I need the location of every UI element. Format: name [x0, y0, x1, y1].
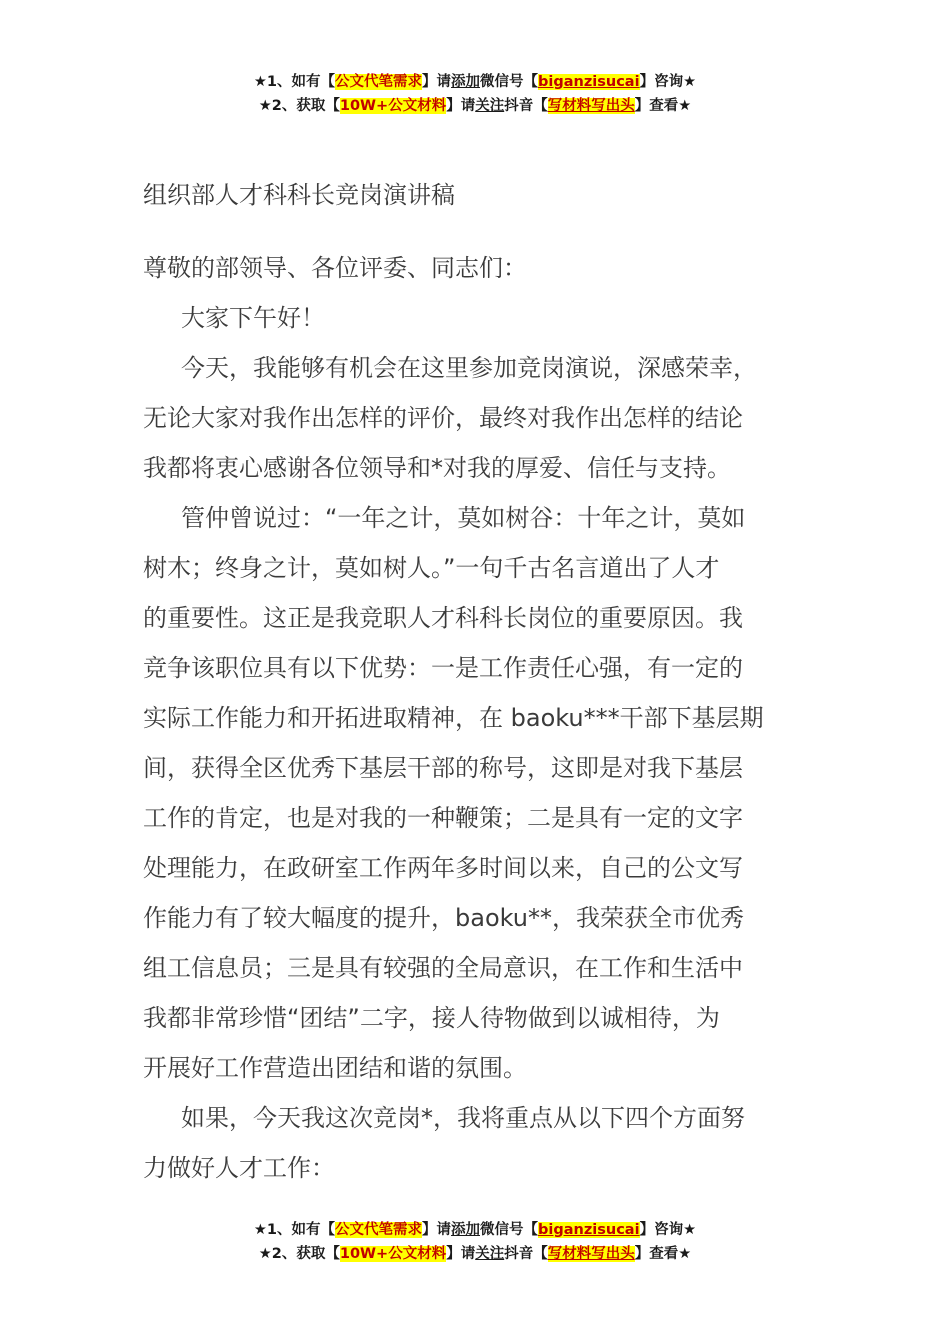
- highlight-materials: 10W+公文材料: [339, 1246, 447, 1262]
- highlight-materials: 10W+公文材料: [339, 98, 447, 114]
- text-line: 处理能力，在政研室工作两年多时间以来，自己的公文写: [143, 854, 743, 882]
- text-line: 组工信息员；三是具有较强的全局意识，在工作和生活中: [143, 954, 743, 982]
- banner-text: ★2、获取【: [258, 98, 340, 114]
- text-line: 管仲曾说过：“一年之计，莫如树谷：十年之计，莫如: [181, 504, 746, 532]
- text-line: 树木；终身之计，莫如树人。”一句千古名言道出了人才: [143, 554, 720, 582]
- banner-text: 】请: [446, 98, 476, 114]
- banner-text: ★2、获取【: [258, 1246, 340, 1262]
- text-line: 力做好人才工作：: [143, 1154, 335, 1182]
- wechat-id-highlight: biganzisucai: [538, 1222, 640, 1238]
- banner-text: 】查看★: [634, 98, 692, 114]
- paragraph: [143, 1093, 807, 1193]
- banner-text: 微信号【: [480, 1222, 539, 1238]
- banner-text: 抖音【: [504, 1246, 548, 1262]
- banner-underlined-text: 添加: [451, 74, 481, 90]
- banner-text: ★1、如有【: [253, 74, 336, 90]
- document-title: 组织部人才科科长竞岗演讲稿: [143, 181, 455, 209]
- document-body: [143, 293, 807, 1193]
- text-line: 实际工作能力和开拓进取精神，在 baoku***干部下基层期: [143, 704, 764, 732]
- banner-underlined-text: 添加: [451, 1222, 481, 1238]
- paragraph: [143, 493, 807, 1093]
- text-line: 的重要性。这正是我竞职人才科科长岗位的重要原因。我: [143, 604, 743, 632]
- banner-line-2: [0, 1242, 950, 1266]
- text-line: 竞争该职位具有以下优势：一是工作责任心强，有一定的: [143, 654, 743, 682]
- banner-underlined-text: 关注: [475, 1246, 505, 1262]
- banner-text: 】咨询★: [639, 74, 697, 90]
- text-line: 间，获得全区优秀下基层干部的称号，这即是对我下基层: [143, 754, 743, 782]
- text-line: 今天，我能够有机会在这里参加竞岗演说，深感荣幸，: [181, 354, 757, 382]
- banner-text: ★1、如有【: [253, 1222, 336, 1238]
- highlight-service: 公文代笔需求: [335, 1222, 423, 1238]
- text-line: 开展好工作营造出团结和谐的氛围。: [143, 1054, 527, 1082]
- header-banner: [0, 70, 950, 118]
- text-line: 大家下午好！: [181, 304, 325, 332]
- text-line: 无论大家对我作出怎样的评价，最终对我作出怎样的结论: [143, 404, 743, 432]
- banner-text: 抖音【: [504, 98, 548, 114]
- banner-text: 】请: [422, 74, 452, 90]
- wechat-id-highlight: biganzisucai: [538, 74, 640, 90]
- banner-text: 】咨询★: [639, 1222, 697, 1238]
- paragraph: [143, 343, 807, 493]
- text-line: 如果，今天我这次竞岗*，我将重点从以下四个方面努: [181, 1104, 745, 1132]
- banner-text: 微信号【: [480, 74, 539, 90]
- text-line: 我都非常珍惜“团结”二字，接人待物做到以诚相待，为: [143, 1004, 720, 1032]
- banner-underlined-text: 关注: [475, 98, 505, 114]
- salutation: 尊敬的部领导、各位评委、同志们：: [143, 254, 527, 282]
- banner-text: 】请: [446, 1246, 476, 1262]
- text-line: 我都将衷心感谢各位领导和*对我的厚爱、信任与支持。: [143, 454, 731, 482]
- banner-line-1: [0, 70, 950, 94]
- text-line: 工作的肯定，也是对我的一种鞭策；二是具有一定的文字: [143, 804, 743, 832]
- footer-banner: [0, 1218, 950, 1266]
- paragraph: [143, 293, 807, 343]
- douyin-id-highlight: 写材料写出头: [547, 98, 635, 114]
- banner-line-1: [0, 1218, 950, 1242]
- douyin-id-highlight: 写材料写出头: [547, 1246, 635, 1262]
- banner-text: 】查看★: [634, 1246, 692, 1262]
- banner-text: 】请: [422, 1222, 452, 1238]
- text-line: 作能力有了较大幅度的提升，baoku**，我荣获全市优秀: [143, 904, 744, 932]
- highlight-service: 公文代笔需求: [335, 74, 423, 90]
- banner-line-2: [0, 94, 950, 118]
